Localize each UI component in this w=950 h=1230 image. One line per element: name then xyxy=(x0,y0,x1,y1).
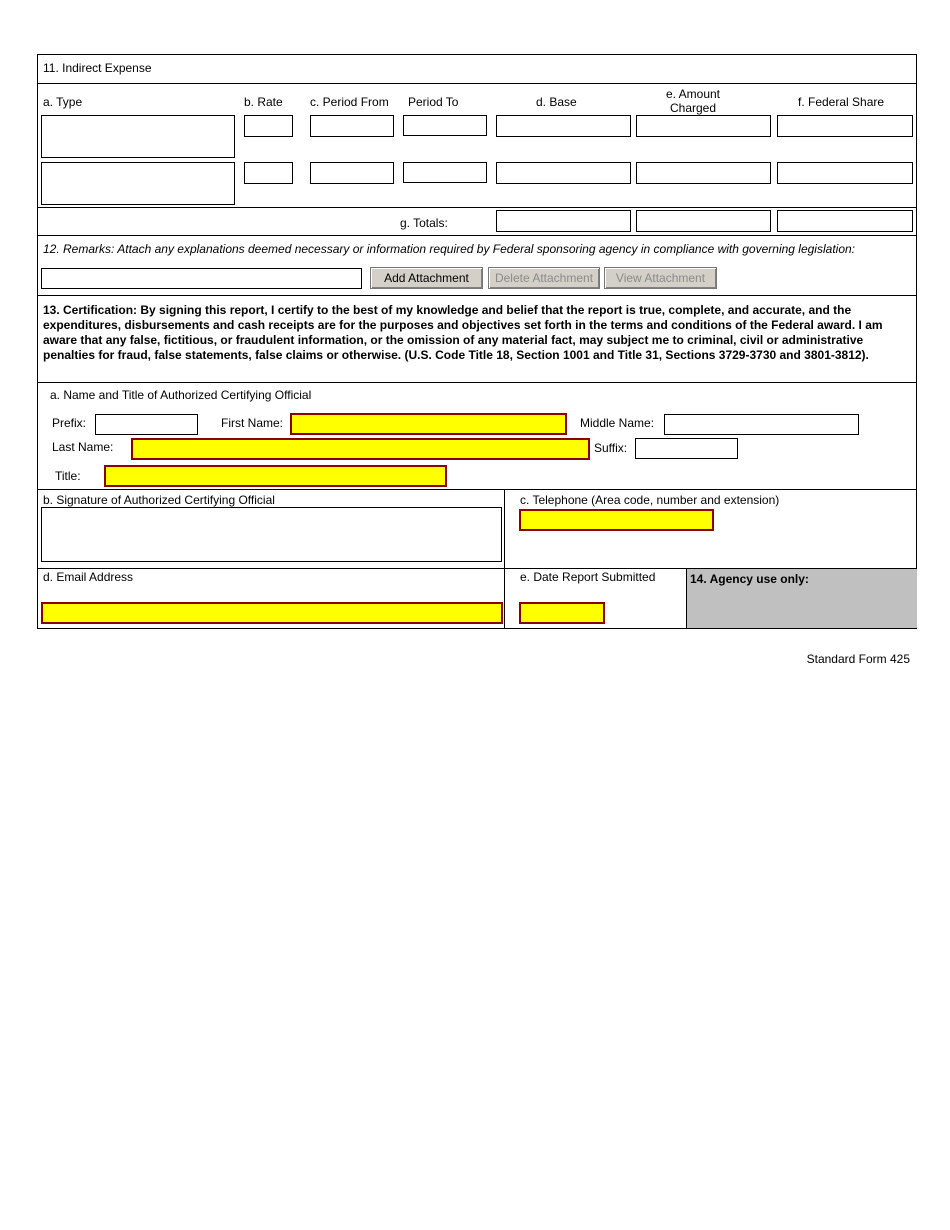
amount-charged-field-1[interactable] xyxy=(636,115,771,137)
suffix-label: Suffix: xyxy=(594,441,628,455)
col-type-label: a. Type xyxy=(43,95,83,109)
divider xyxy=(686,568,687,629)
col-rate-label: b. Rate xyxy=(244,95,283,109)
col-federal-share-label: f. Federal Share xyxy=(798,95,885,109)
base-field-1[interactable] xyxy=(496,115,631,137)
divider xyxy=(37,235,917,236)
title-field[interactable] xyxy=(104,465,447,487)
agency-use-label: 14. Agency use only: xyxy=(690,572,809,586)
type-field-1[interactable] xyxy=(41,115,235,158)
period-to-field-1[interactable] xyxy=(403,115,487,136)
title-label: Title: xyxy=(55,469,81,483)
amount-charged-field-2[interactable] xyxy=(636,162,771,184)
period-from-field-2[interactable] xyxy=(310,162,394,184)
date-submitted-field[interactable] xyxy=(519,602,605,624)
section-11-title: 11. Indirect Expense xyxy=(43,61,152,75)
signature-label: b. Signature of Authorized Certifying Official xyxy=(43,493,275,507)
col-period-to-label: Period To xyxy=(408,95,459,109)
middle-name-field[interactable] xyxy=(664,414,859,435)
add-attachment-button[interactable]: Add Attachment xyxy=(370,267,483,289)
federal-share-field-2[interactable] xyxy=(777,162,913,184)
total-amount-charged-field[interactable] xyxy=(636,210,771,232)
date-submitted-label: e. Date Report Submitted xyxy=(520,570,656,584)
prefix-field[interactable] xyxy=(95,414,198,435)
view-attachment-button[interactable]: View Attachment xyxy=(604,267,717,289)
email-field[interactable] xyxy=(41,602,503,624)
federal-share-field-1[interactable] xyxy=(777,115,913,137)
name-title-heading: a. Name and Title of Authorized Certifying Official xyxy=(50,388,312,402)
base-field-2[interactable] xyxy=(496,162,631,184)
certification-text: 13. Certification: By signing this report, I certify to the best of my knowledge and belief that the report is true, complete, and accurate, and the expenditures, disbursements and cash receipts are for the purposes and objectives set forth in the terms and conditions of the Federal award. I am aware that any false, fictitious, or fraudulent information, or the omission of any material fact, may subject me to criminal, civil or administrative penalties for fraud, false statements, false claims or otherwise. (U.S. Code Title 18, Section 1001 and Title 31, Sections 3729-3730 and 3801-3812). xyxy=(43,303,883,362)
divider xyxy=(37,83,917,84)
prefix-label: Prefix: xyxy=(52,416,87,430)
telephone-label: c. Telephone (Area code, number and extension) xyxy=(520,493,780,507)
totals-label: g. Totals: xyxy=(400,216,448,230)
divider xyxy=(37,489,917,490)
period-to-field-2[interactable] xyxy=(403,162,487,183)
form-name: Standard Form 425 xyxy=(806,652,910,666)
divider xyxy=(37,382,917,383)
remarks-label: 12. Remarks: Attach any explanations deemed necessary or information required by Federal sponsoring agency in compliance with governing legislation: xyxy=(43,242,855,256)
last-name-field[interactable] xyxy=(131,438,590,460)
rate-field-2[interactable] xyxy=(244,162,293,184)
rate-field-1[interactable] xyxy=(244,115,293,137)
telephone-field[interactable] xyxy=(519,509,714,531)
divider xyxy=(37,207,917,208)
divider xyxy=(37,295,917,296)
type-field-2[interactable] xyxy=(41,162,235,205)
delete-attachment-button[interactable]: Delete Attachment xyxy=(488,267,600,289)
email-label: d. Email Address xyxy=(43,570,134,584)
signature-field[interactable] xyxy=(41,507,502,562)
col-amount-label-1: e. Amount xyxy=(665,87,721,101)
total-federal-share-field[interactable] xyxy=(777,210,913,232)
total-base-field[interactable] xyxy=(496,210,631,232)
middle-name-label: Middle Name: xyxy=(580,416,655,430)
col-amount-label-2: Charged xyxy=(669,101,717,115)
suffix-field[interactable] xyxy=(635,438,738,459)
period-from-field-1[interactable] xyxy=(310,115,394,137)
col-base-label: d. Base xyxy=(536,95,577,109)
first-name-field[interactable] xyxy=(290,413,567,435)
last-name-label: Last Name: xyxy=(52,440,114,454)
attachment-filename-field[interactable] xyxy=(41,268,362,289)
col-period-from-label: c. Period From xyxy=(310,95,389,109)
divider xyxy=(504,489,505,629)
first-name-label: First Name: xyxy=(221,416,284,430)
